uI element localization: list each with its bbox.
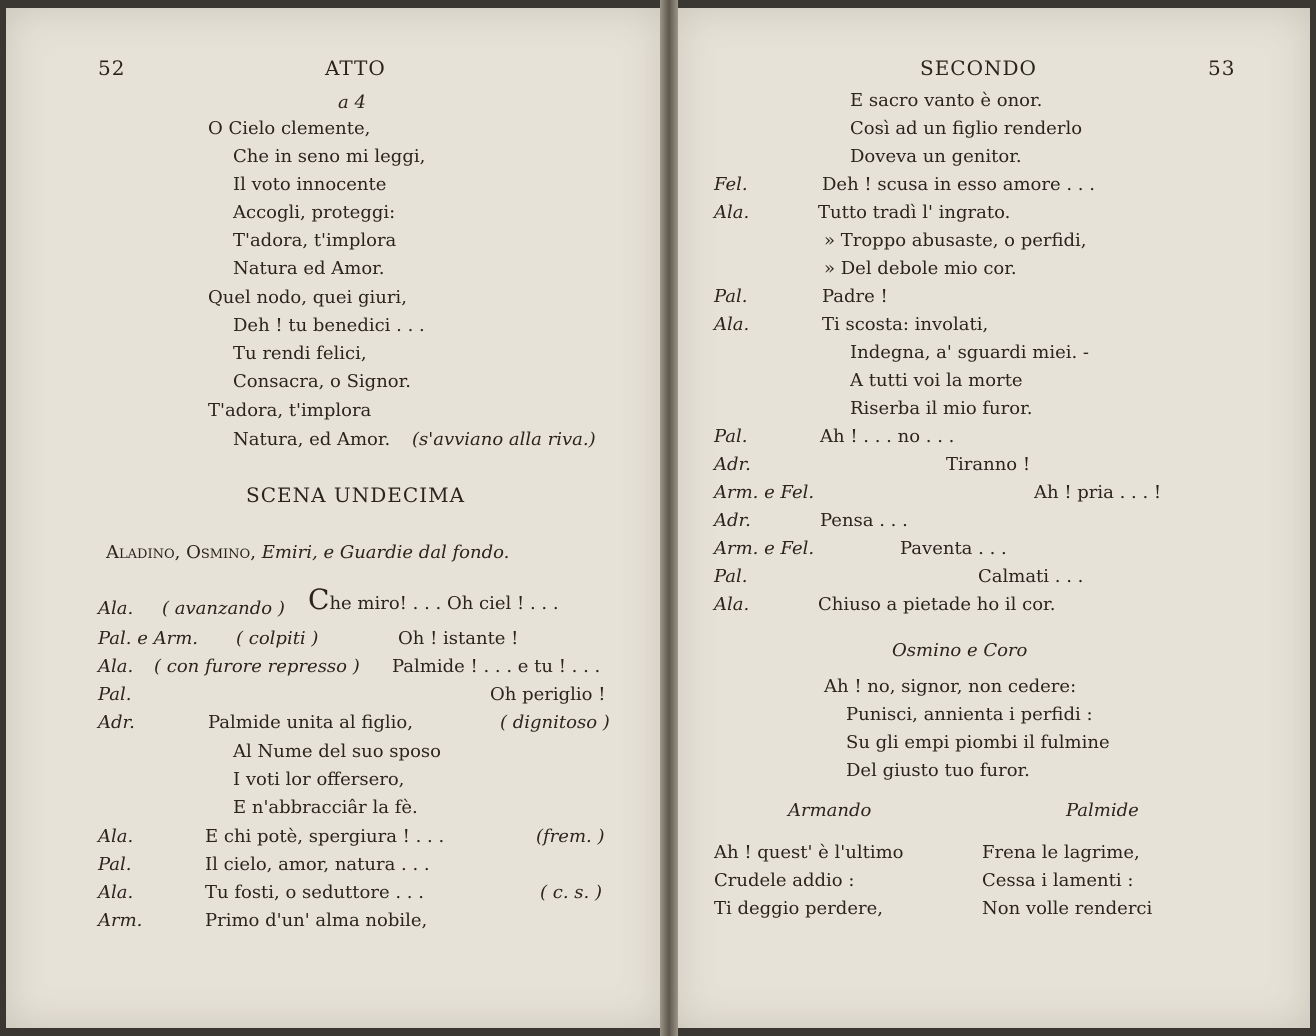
dialogue-line: Calmati . . . — [978, 566, 1084, 587]
verse-line: » Troppo abusaste, o perfidi, — [824, 230, 1087, 251]
verse-line: Indegna, a' sguardi miei. - — [850, 342, 1090, 363]
dialogue-line: Oh ! istante ! — [398, 628, 519, 649]
dialogue-line: Al Nume del suo sposo — [233, 741, 441, 762]
speaker-label: Adr. — [714, 510, 751, 531]
speaker-label: Ala. — [98, 826, 134, 847]
dialogue-line: Paventa . . . — [900, 538, 1007, 559]
dialogue-line: I voti lor offersero, — [233, 769, 405, 790]
verse-line: Quel nodo, quei giuri, — [208, 287, 407, 308]
dialogue-line: Tu fosti, o seduttore . . . — [205, 882, 424, 903]
verse-line: Così ad un figlio renderlo — [850, 118, 1083, 139]
speaker-label: Pal. — [714, 286, 748, 307]
chorus-heading: Osmino e Coro — [892, 640, 1028, 661]
verse-line: A tutti voi la morte — [850, 370, 1023, 391]
dialogue-line: Palmide ! . . . e tu ! . . . — [392, 656, 601, 677]
dialogue-line: Chiuso a pietade ho il cor. — [818, 594, 1056, 615]
dialogue-line: Ah ! pria . . . ! — [1034, 482, 1162, 503]
page-number-left: 52 — [98, 56, 126, 80]
speaker-label: Pal. — [714, 426, 748, 447]
dialogue-line: Il cielo, amor, natura . . . — [205, 854, 430, 875]
stage-direction: ( con furore represso ) — [154, 656, 360, 677]
verse-line: Natura, ed Amor. — [233, 429, 391, 450]
running-head-left: ATTO — [325, 56, 386, 80]
armando-line: Ti deggio perdere, — [714, 898, 883, 919]
verse-line: Accogli, proteggi: — [233, 202, 396, 223]
book-gutter — [660, 0, 678, 1036]
speaker-label: Pal. — [98, 684, 132, 705]
verse-line: O Cielo clemente, — [208, 118, 371, 139]
verse-line: Riserba il mio furor. — [850, 398, 1033, 419]
dialogue-line: Deh ! scusa in esso amore . . . — [822, 174, 1095, 195]
speaker-label: Pal. e Arm. — [98, 628, 199, 649]
stage-direction: ( avanzando ) — [162, 598, 285, 619]
a4-marking: a 4 — [338, 92, 366, 113]
stage-direction: (frem. ) — [536, 826, 605, 847]
dialogue-line: E chi potè, spergiura ! . . . — [205, 826, 445, 847]
dialogue-line: Padre ! — [822, 286, 888, 307]
page-number-right: 53 — [1208, 56, 1236, 80]
dialogue-line: Tutto tradì l' ingrato. — [818, 202, 1011, 223]
armando-line: Ah ! quest' è l'ultimo — [714, 842, 904, 863]
speaker-label: Ala. — [98, 598, 134, 619]
verse-line: » Del debole mio cor. — [824, 258, 1017, 279]
chorus-line: Punisci, annienta i perfidi : — [846, 704, 1093, 725]
dialogue-line: Ah ! . . . no . . . — [820, 426, 955, 447]
armando-heading: Armando — [788, 800, 872, 821]
verse-line: T'adora, t'implora — [208, 400, 372, 421]
speaker-label: Ala. — [714, 314, 750, 335]
stage-direction: ( c. s. ) — [540, 882, 602, 903]
dialogue-line: Primo d'un' alma nobile, — [205, 910, 428, 931]
armando-line: Crudele addio : — [714, 870, 855, 891]
cast-list: Aladino, Osmino, Emiri, e Guardie dal fondo. — [106, 542, 510, 563]
verse-line: E sacro vanto è onor. — [850, 90, 1043, 111]
verse-line: Consacra, o Signor. — [233, 371, 411, 392]
speaker-label: Pal. — [98, 854, 132, 875]
chorus-line: Ah ! no, signor, non cedere: — [824, 676, 1077, 697]
stage-direction: ( dignitoso ) — [500, 712, 610, 733]
dialogue-line: E n'abbracciâr la fè. — [233, 797, 418, 818]
scene-title: SCENA UNDECIMA — [246, 483, 466, 507]
speaker-label: Ala. — [714, 594, 750, 615]
chorus-line: Del giusto tuo furor. — [846, 760, 1030, 781]
verse-line: Natura ed Amor. — [233, 258, 385, 279]
speaker-label: Adr. — [98, 712, 135, 733]
speaker-label: Ala. — [714, 202, 750, 223]
running-head-right: SECONDO — [920, 56, 1037, 80]
palmide-line: Cessa i lamenti : — [982, 870, 1134, 891]
stage-direction: ( colpiti ) — [236, 628, 319, 649]
dialogue-line: Che miro! . . . Oh ciel ! . . . — [308, 583, 559, 616]
dialogue-line: Palmide unita al figlio, — [208, 712, 413, 733]
verse-line: Che in seno mi leggi, — [233, 146, 426, 167]
verse-line: Il voto innocente — [233, 174, 387, 195]
speaker-label: Ala. — [98, 882, 134, 903]
palmide-line: Frena le lagrime, — [982, 842, 1140, 863]
dialogue-line: Oh periglio ! — [490, 684, 606, 705]
speaker-label: Pal. — [714, 566, 748, 587]
verse-line: Doveva un genitor. — [850, 146, 1022, 167]
dialogue-line: Tiranno ! — [946, 454, 1031, 475]
speaker-label: Ala. — [98, 656, 134, 677]
verse-line: Tu rendi felici, — [233, 343, 367, 364]
verse-line: Deh ! tu benedici . . . — [233, 315, 425, 336]
speaker-label: Arm. e Fel. — [714, 482, 815, 503]
verse-line: T'adora, t'implora — [233, 230, 397, 251]
speaker-label: Arm. e Fel. — [714, 538, 815, 559]
stage-direction: (s'avviano alla riva.) — [412, 429, 596, 450]
speaker-label: Adr. — [714, 454, 751, 475]
dialogue-line: Pensa . . . — [820, 510, 908, 531]
palmide-heading: Palmide — [1066, 800, 1139, 821]
dialogue-line: Ti scosta: involati, — [822, 314, 989, 335]
speaker-label: Arm. — [98, 910, 143, 931]
speaker-label: Fel. — [714, 174, 748, 195]
chorus-line: Su gli empi piombi il fulmine — [846, 732, 1110, 753]
palmide-line: Non volle renderci — [982, 898, 1153, 919]
